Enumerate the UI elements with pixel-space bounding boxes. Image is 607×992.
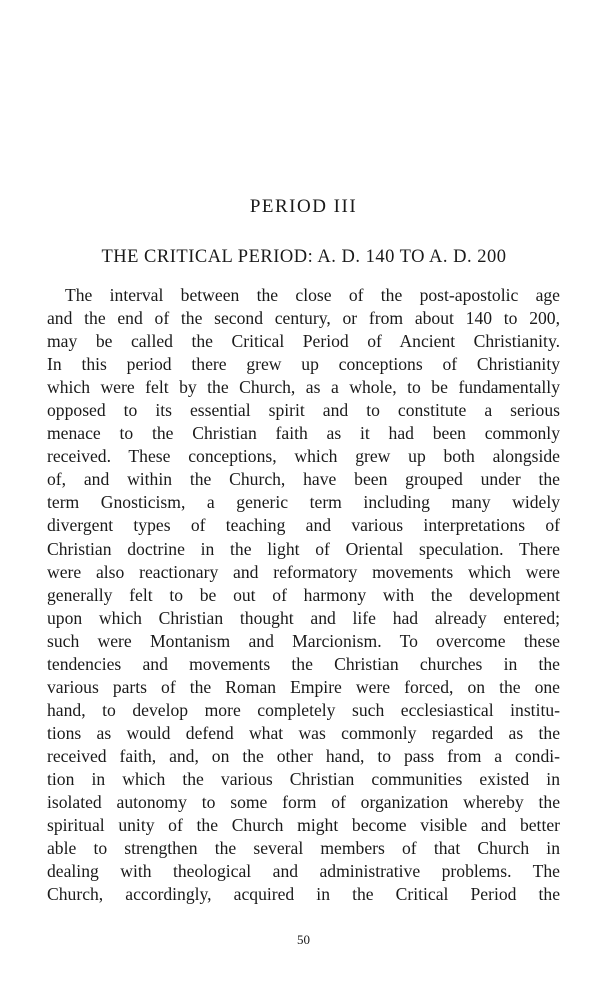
text-line: spiritual unity of the Church might become visible and better	[47, 815, 560, 836]
text-line: various parts of the Roman Empire were forced, on the one	[47, 676, 560, 697]
text-line: In this period there grew up conceptions of Christianity	[47, 354, 560, 375]
text-line: of, and within the Church, have been grouped under the	[47, 469, 560, 490]
page-number: 50	[297, 932, 310, 947]
text-line: divergent types of teaching and various interpretations of	[47, 515, 560, 536]
text-line: tions as would defend what was commonly regarded as the	[47, 722, 560, 743]
text-line: able to strengthen the several members of that Church in	[47, 838, 560, 859]
text-line: term Gnosticism, a generic term including many widely	[47, 492, 560, 513]
body-paragraph	[47, 284, 560, 906]
text-line: hand, to develop more completely such ecclesiastical institu-	[47, 699, 560, 720]
text-line: isolated autonomy to some form of organization whereby the	[47, 792, 560, 813]
text-line: tendencies and movements the Christian churches in the	[47, 653, 560, 674]
period-heading: PERIOD III	[249, 196, 358, 217]
text-line: upon which Christian thought and life had already entered;	[47, 607, 560, 628]
text-line: menace to the Christian faith as it had been commonly	[47, 423, 560, 444]
chapter-title: THE CRITICAL PERIOD: A. D. 140 TO A. D. 200	[101, 247, 507, 267]
text-line: may be called the Critical Period of Ancient Christianity.	[47, 331, 560, 352]
text-line: dealing with theological and administrative problems. The	[47, 861, 560, 882]
text-line: were also reactionary and reformatory movements which were	[47, 561, 560, 582]
text-line: generally felt to be out of harmony with the development	[47, 584, 560, 605]
text-line: Church, accordingly, acquired in the Critical Period the	[47, 884, 560, 905]
text-line: received. These conceptions, which grew up both alongside	[47, 446, 560, 467]
text-line: received faith, and, on the other hand, to pass from a condi-	[47, 745, 560, 766]
text-line: Christian doctrine in the light of Oriental speculation. There	[47, 538, 560, 559]
text-line: opposed to its essential spirit and to constitute a serious	[47, 400, 560, 421]
text-line: and the end of the second century, or from about 140 to 200,	[47, 308, 560, 329]
text-line: such were Montanism and Marcionism. To overcome these	[47, 630, 560, 651]
text-line: The interval between the close of the post-apostolic age	[65, 285, 560, 305]
text-line: which were felt by the Church, as a whole, to be fundamentally	[47, 377, 560, 398]
text-line: tion in which the various Christian communities existed in	[47, 768, 560, 789]
